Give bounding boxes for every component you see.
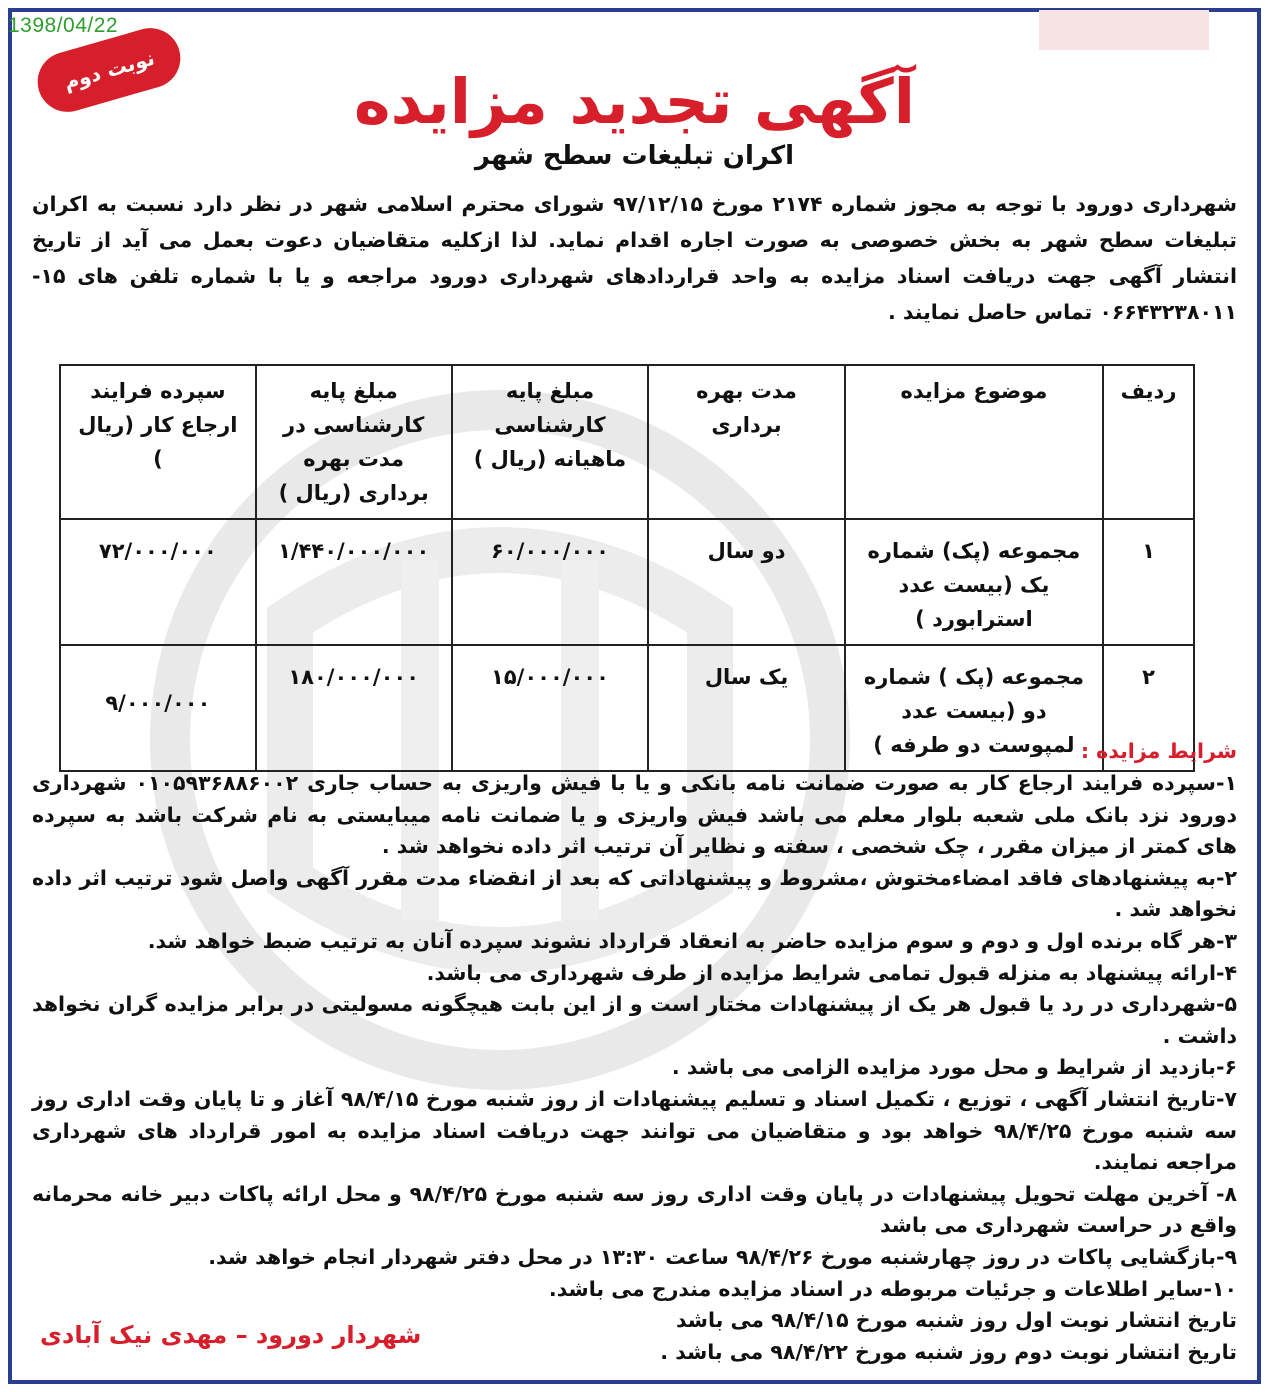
header-subject: موضوع مزایده xyxy=(845,365,1103,519)
cell-monthly-base: ۱۵/۰۰۰/۰۰۰ xyxy=(452,645,649,771)
ad-title: آگهی تجدید مزایده xyxy=(354,65,915,138)
badge-label: نوبت دوم xyxy=(60,45,158,95)
intro-paragraph: شهرداری دورود با توجه به مجوز شماره ۲۱۷۴ مورخ ۹۷/۱۲/۱۵ شورای محترم اسلامی شهر در نظر دارد نسبت به اکران تبلیغات سطح شهر به بخش خصوصی به صورت اجاره اقدام نماید. لذا ازکلیه متقاضیان دعوت بعمل می آید از تاریخ انتشار آگهی جهت دریافت اسناد مزایده به واحد قراردادهای شهرداری دورود مراجعه و یا با شماره تلفن های ۱۵- ۰۶۶۴۳۲۳۸۰۱۱ تماس حاصل نمایند . xyxy=(32,192,1237,324)
condition-item: ۴-ارائه پیشنهاد به منزله قبول تمامی شرایط مزایده از طرف شهرداری می باشد. xyxy=(426,960,1237,985)
cell-subject: مجموعه (پک ) شماره دو (بیست عدد لمپوست دو طرفه ) xyxy=(845,645,1103,771)
cell-deposit: ۹/۰۰۰/۰۰۰ xyxy=(60,645,256,771)
cell-total-base: ۱/۴۴۰/۰۰۰/۰۰۰ xyxy=(256,519,452,645)
condition-item: ۱-سپرده فرایند ارجاع کار به صورت ضمانت نامه بانکی و یا با فیش واریزی به حساب جاری ۰۱۰۵۹۳۶۸۸۶۰۰۲ شهرداری دورود نزد بانک ملی شعبه بلوار معلم می باشد فیش واریزی و یا ضمانت نامه میبایستی به نام شرکت باشد به سپرده های کمتر از میزان مقرر ، چک شخصی ، سفته و نظایر آن ترتیب اثر داده نخواهد شد . xyxy=(32,771,1237,859)
condition-item: ۵-شهرداری در رد یا قبول هر یک از پیشنهادات مختار است و از این بابت هیچگونه مسولیتی در برابر مزایده گران نخواهد داشت . xyxy=(32,992,1237,1048)
condition-item: ۱۰-سایر اطلاعات و جرئیات مربوطه در اسناد مزایده مندرج می باشد. xyxy=(548,1276,1237,1301)
cell-duration: یک سال xyxy=(648,645,844,771)
cell-duration: دو سال xyxy=(648,519,844,645)
auction-table xyxy=(59,364,1195,772)
condition-item: ۷-تاریخ انتشار آگهی ، توزیع ، تکمیل اسناد و تسلیم پیشنهادات از روز شنبه مورخ ۹۸/۴/۱۵ آغاز و تا پایان وقت اداری روز سه شنبه مورخ ۹۸/۴/۲۵ خواهد بود و متقاضیان می توانند جهت دریافت اسناد مزایده به امور قرارداد های شهرداری مراجعه نمایند. xyxy=(32,1086,1237,1175)
cell-monthly-base: ۶۰/۰۰۰/۰۰۰ xyxy=(452,519,649,645)
header-row-number: ردیف xyxy=(1103,365,1194,519)
mayor-signature: شهردار دورود – مهدی نیک آبادی xyxy=(40,1321,422,1349)
cell-subject: مجموعه (پک) شماره یک (بیست عدد استرابورد ) xyxy=(845,519,1103,645)
cell-row-number: ۲ xyxy=(1103,645,1194,771)
header-deposit: سپرده فرایند ارجاع کار (ریال ) xyxy=(60,365,256,519)
header-duration: مدت بهره برداری xyxy=(648,365,844,519)
header-monthly-base: مبلغ پایه کارشناسی ماهیانه (ریال ) xyxy=(452,365,649,519)
table-header-row xyxy=(60,365,1194,519)
condition-item: ۹-بازگشایی پاکات در روز چهارشنبه مورخ ۹۸/۴/۲۶ ساعت ۱۳:۳۰ در محل دفتر شهردار انجام خواهد شد. xyxy=(208,1244,1237,1269)
first-round-date: تاریخ انتشار نوبت اول روز شنبه مورخ ۹۸/۴/۱۵ می باشد xyxy=(675,1308,1237,1333)
cell-deposit: ۷۲/۰۰۰/۰۰۰ xyxy=(60,519,256,645)
auction-conditions xyxy=(32,738,1237,1368)
cell-row-number: ۱ xyxy=(1103,519,1194,645)
condition-item: ۶-بازدید از شرایط و محل مورد مزایده الزامی می باشد . xyxy=(671,1055,1237,1080)
cell-total-base: ۱۸۰/۰۰۰/۰۰۰ xyxy=(256,645,452,771)
corner-logo-mark xyxy=(1039,10,1209,50)
condition-item: ۲-به پیشنهادهای فاقد امضاءمختوش ،مشروط و پیشنهاداتی که بعد از انقضاء مدت مقرر آگهی واصل شود ترتیب اثر داده نخواهد شد . xyxy=(32,865,1237,922)
table-row xyxy=(60,519,1194,645)
header-total-base: مبلغ پایه کارشناسی در مدت بهره برداری (ریال ) xyxy=(256,365,452,519)
ad-subtitle: اکران تبلیغات سطح شهر xyxy=(474,141,795,171)
condition-item: ۸- آخرین مهلت تحویل پیشنهادات در پایان وقت اداری روز سه شنبه مورخ ۹۸/۴/۲۵ و محل ارائه پاکات دبیر خانه محرمانه واقع در حراست شهرداری می باشد xyxy=(32,1181,1237,1238)
conditions-title: شرایط مزایده : xyxy=(1080,739,1237,763)
condition-item: ۳-هر گاه برنده اول و دوم و سوم مزایده حاضر به انعقاد قرارداد نشوند سپرده آنان به ترتیب ضبط خواهد شد. xyxy=(147,928,1237,953)
second-round-date: تاریخ انتشار نوبت دوم روز شنبه مورخ ۹۸/۴/۲۲ می باشد . xyxy=(660,1339,1237,1364)
publication-date: 1398/04/22 xyxy=(8,14,119,37)
